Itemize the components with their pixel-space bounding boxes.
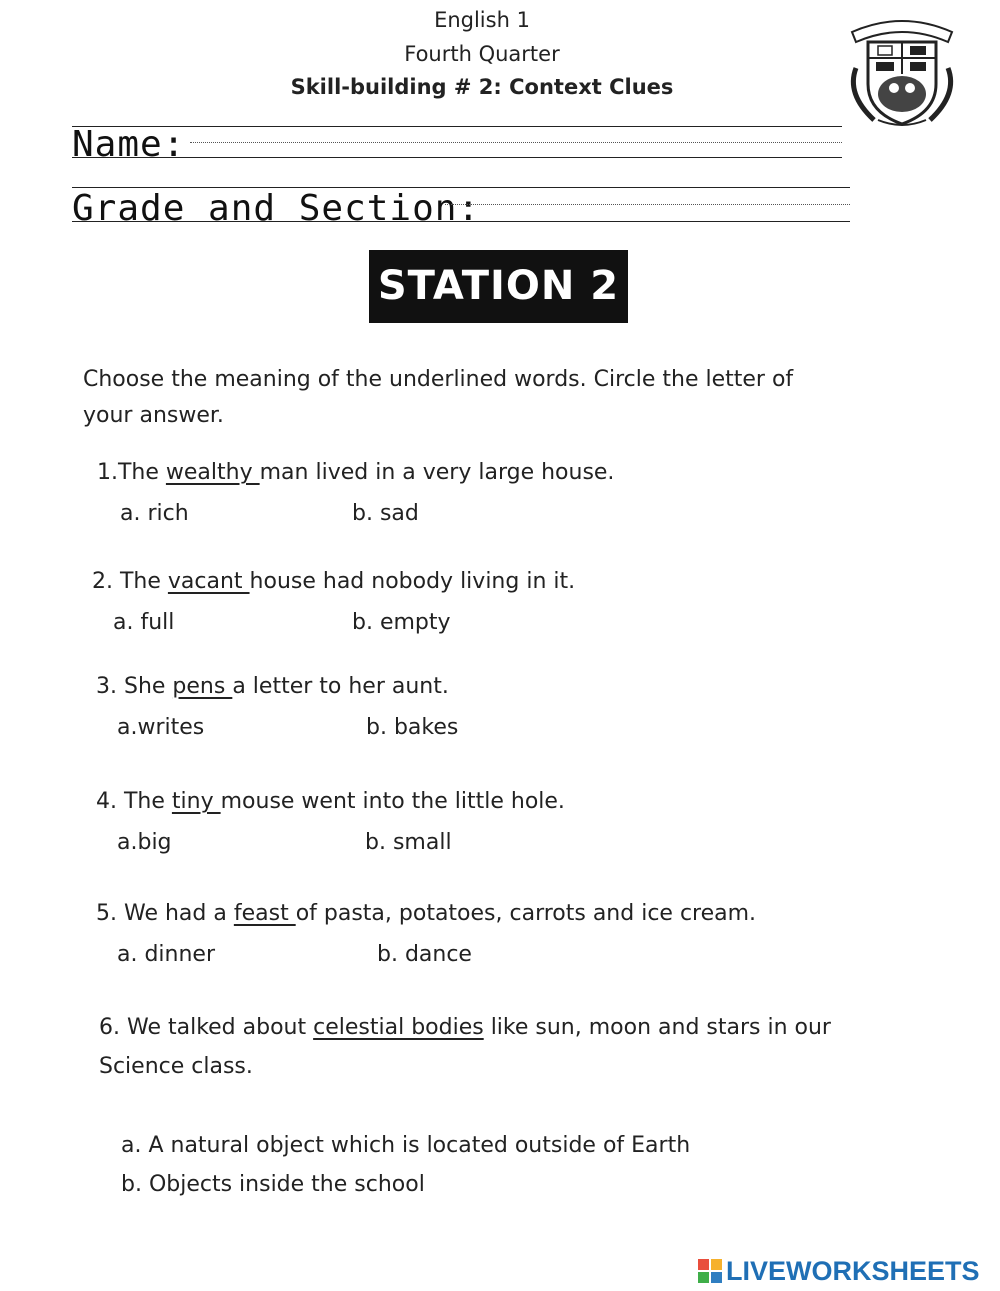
- question-2: 2. The vacant house had nobody living in it.: [92, 569, 576, 594]
- q1-option-b[interactable]: b. sad: [352, 501, 419, 526]
- q3-option-b[interactable]: b. bakes: [366, 715, 459, 740]
- quarter-heading: Fourth Quarter: [404, 42, 560, 66]
- question-3: 3. She pens a letter to her aunt.: [96, 674, 449, 699]
- brand-name: LIVEWORKSHEETS: [726, 1255, 980, 1286]
- underlined-word: pens: [172, 674, 233, 699]
- q2-option-b[interactable]: b. empty: [352, 610, 451, 635]
- q2-option-a[interactable]: a. full: [113, 610, 175, 635]
- q6-option-a[interactable]: a. A natural object which is located outside of Earth: [121, 1133, 691, 1158]
- q5-option-b[interactable]: b. dance: [377, 942, 472, 967]
- question-5: 5. We had a feast of pasta, potatoes, carrots and ice cream.: [96, 901, 757, 926]
- instructions-line-2: your answer.: [83, 403, 224, 428]
- underlined-word: tiny: [171, 789, 221, 814]
- q3-option-a[interactable]: a.writes: [117, 715, 205, 740]
- grade-midline: [445, 204, 850, 205]
- q1-option-a[interactable]: a. rich: [120, 501, 189, 526]
- station-badge: STATION 2: [369, 250, 628, 323]
- question-6-line-2: Science class.: [99, 1054, 253, 1079]
- q4-option-b[interactable]: b. small: [365, 830, 452, 855]
- name-label: Name:: [72, 124, 186, 165]
- underlined-word: vacant: [167, 569, 250, 594]
- underlined-word: feast: [233, 901, 296, 926]
- q4-option-a[interactable]: a.big: [117, 830, 172, 855]
- question-1: 1.The wealthy man lived in a very large house.: [97, 460, 615, 485]
- grade-section-input-line[interactable]: [72, 221, 850, 222]
- name-top-rule: [72, 126, 842, 127]
- instructions-line-1: Choose the meaning of the underlined words. Circle the letter of: [83, 367, 794, 392]
- underlined-word: celestial bodies: [313, 1015, 484, 1040]
- liveworksheets-logo-icon: [698, 1259, 722, 1283]
- worksheet-title: Skill-building # 2: Context Clues: [290, 75, 674, 99]
- school-crest-icon: [838, 8, 966, 132]
- name-input-line[interactable]: [72, 157, 842, 158]
- q5-option-a[interactable]: a. dinner: [117, 942, 216, 967]
- q6-option-b[interactable]: b. Objects inside the school: [121, 1172, 425, 1197]
- question-4: 4. The tiny mouse went into the little hole.: [96, 789, 565, 814]
- name-midline: [190, 142, 842, 143]
- question-6: 6. We talked about celestial bodies like sun, moon and stars in our: [99, 1015, 831, 1040]
- subject-heading: English 1: [434, 8, 530, 32]
- liveworksheets-brand[interactable]: [698, 1255, 980, 1287]
- grade-section-label: Grade and Section:: [72, 188, 481, 229]
- underlined-word: wealthy: [165, 460, 260, 485]
